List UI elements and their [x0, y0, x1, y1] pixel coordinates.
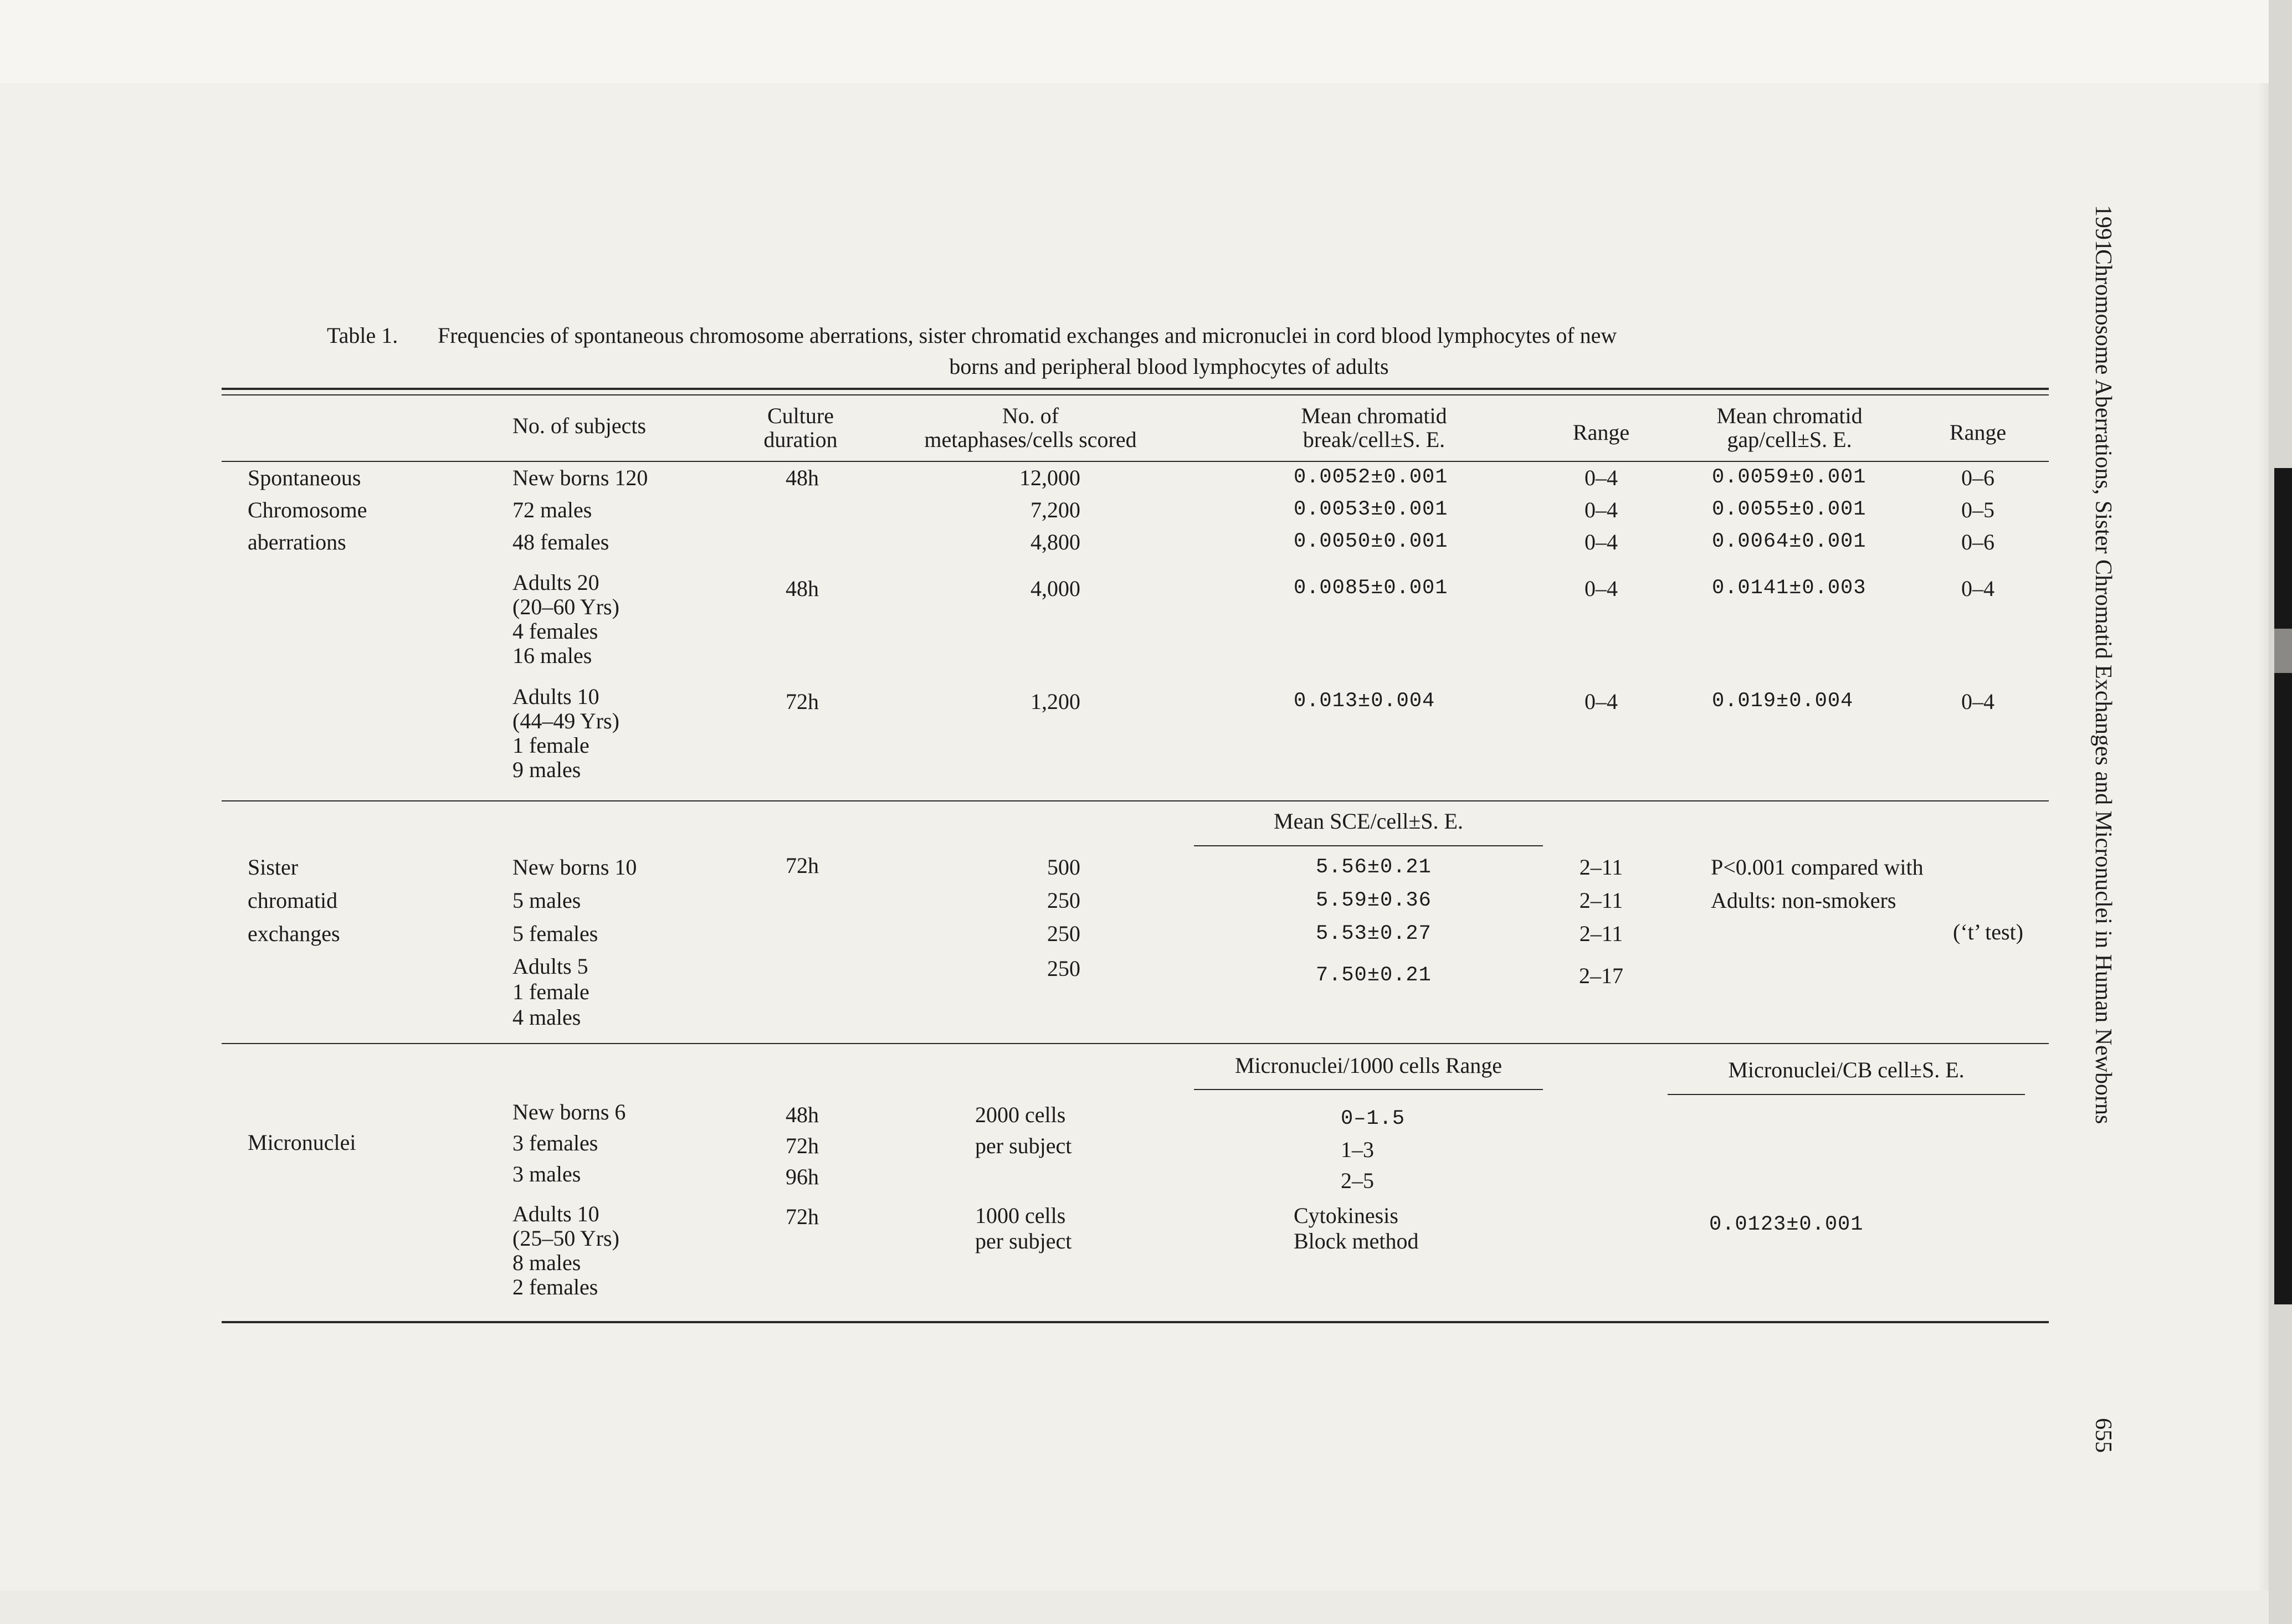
subject-line: 3 females [512, 1130, 598, 1155]
header-metaphases [886, 401, 1175, 454]
row-newborns-gap [1712, 463, 1866, 557]
subject-line: (44–49 Yrs) [512, 708, 619, 733]
break-value: 0.0050±0.001 [1294, 530, 1448, 553]
row-adults10-gap: 0.019±0.004 [1712, 690, 1854, 713]
gap-value: 0.0064±0.001 [1712, 530, 1867, 553]
row-adults10-culture: 72h [786, 689, 819, 714]
section-rule-2 [222, 1043, 2049, 1044]
gap-value: 0.0055±0.001 [1712, 498, 1867, 521]
range-value: 0–4 [1585, 465, 1618, 490]
culture-value: 72h [786, 1133, 819, 1158]
subject-line: 5 males [512, 888, 581, 913]
row-mn-cells [975, 1099, 1071, 1162]
subject-line: New borns 6 [512, 1099, 626, 1124]
running-head-title: Chromosome Aberrations, Sister Chromatid Exchanges and Micronuclei in Human Newborns [2090, 249, 2116, 1124]
range-value: 0–6 [1961, 530, 1994, 554]
sce-mean-value: 5.53±0.27 [1316, 922, 1432, 945]
row-adults10-metaphases: 1,200 [1030, 689, 1080, 714]
row-mn-adults-subjects [512, 1202, 619, 1299]
range-value: 2–11 [1579, 921, 1623, 946]
row-mn-ranges [1341, 1103, 1405, 1196]
sce-subheader-rule [1194, 845, 1543, 846]
running-head [2086, 205, 2120, 1534]
sce-mean-value: 5.56±0.21 [1316, 856, 1432, 879]
header-culture-l1: Culture [767, 403, 834, 428]
row-sce-newborns-subjects [512, 851, 637, 950]
subject-line: 2 females [512, 1274, 598, 1299]
row-newborns-subjects [512, 463, 648, 557]
section-rule-1 [222, 800, 2049, 801]
row-sce-adults-subjects [512, 954, 589, 1030]
header-gap [1668, 401, 1911, 454]
header-culture [734, 401, 867, 454]
subject-line: New borns 120 [512, 465, 648, 490]
range-value: 0–6 [1961, 465, 1994, 490]
caption-line-1: Frequencies of spontaneous chromosome aberrations, sister chromatid exchanges and micronuclei in cord blood lymphocytes of new [438, 323, 1617, 348]
range-value: 0–1.5 [1341, 1107, 1406, 1130]
row-adults10-break: 0.013±0.004 [1294, 690, 1435, 713]
cells-value: 250 [1047, 921, 1080, 946]
sce-mean-value: 5.59±0.36 [1316, 889, 1432, 912]
subject-line: 1 female [512, 733, 589, 758]
subject-line: 9 males [512, 757, 581, 782]
section-label-line: aberrations [248, 530, 346, 554]
row-adults10-range1: 0–4 [1585, 689, 1618, 714]
table-bottom-rule [222, 1321, 2049, 1323]
metaphases-value: 12,000 [1019, 465, 1080, 490]
subject-line: (25–50 Yrs) [512, 1226, 619, 1251]
scanner-edge-notch [2274, 629, 2292, 673]
range-value: 1–3 [1341, 1137, 1374, 1162]
row-mn-adults-cells [975, 1203, 1071, 1254]
subject-line: 16 males [512, 643, 592, 668]
cells-line: per subject [975, 1229, 1072, 1253]
page-number: 655 [2090, 1418, 2116, 1453]
cells-value: 250 [1047, 888, 1080, 913]
culture-value: 48h [786, 1102, 819, 1127]
row-newborns-range1 [1557, 463, 1645, 557]
table-top-rule-inner [222, 394, 2049, 395]
range-value: 0–4 [1585, 530, 1618, 554]
subject-line: (20–60 Yrs) [512, 594, 619, 619]
subject-line: 3 males [512, 1162, 581, 1186]
row-sce-culture: 72h [786, 853, 819, 878]
section-label-sce [248, 851, 340, 950]
row-newborns-range2 [1934, 463, 2022, 557]
range-value: 2–11 [1579, 888, 1623, 913]
range-value: 2–11 [1579, 855, 1623, 880]
subject-line: Adults 10 [512, 684, 599, 709]
subject-line: 4 females [512, 619, 598, 644]
header-metaphases-l1: No. of [1002, 403, 1059, 428]
row-sce-ranges [1557, 851, 1645, 950]
subject-line: 72 males [512, 497, 592, 522]
header-gap-l2: gap/cell±S. E. [1727, 427, 1852, 452]
mn-subheader-2: Micronuclei/CB cell±S. E. [1728, 1057, 1965, 1082]
header-break-l1: Mean chromatid [1301, 403, 1447, 428]
row-mn-method [1294, 1203, 1419, 1254]
sce-note [1711, 851, 1924, 917]
row-sce-adults-cells: 250 [1047, 956, 1080, 981]
row-adults20-metaphases: 4,000 [1030, 576, 1080, 601]
subject-line: Adults 10 [512, 1201, 599, 1226]
mn-subheader-rule-2 [1668, 1094, 2025, 1095]
sce-note-line: Adults: non-smokers [1711, 888, 1896, 913]
method-line: Cytokinesis [1294, 1203, 1398, 1228]
subject-line: Adults 20 [512, 570, 599, 595]
range-value: 0–4 [1585, 497, 1618, 522]
header-range-2: Range [1949, 420, 2007, 445]
row-newborns-break [1294, 463, 1448, 557]
subject-line: 8 males [512, 1250, 581, 1275]
sce-note-line: P<0.001 compared with [1711, 855, 1924, 880]
scanner-edge-block [2274, 468, 2292, 1304]
row-newborns-culture: 48h [786, 465, 819, 490]
row-mn-cultures [786, 1099, 819, 1193]
row-adults20-culture: 48h [786, 576, 819, 601]
header-range-1: Range [1572, 420, 1630, 445]
row-mn-cb-value: 0.0123±0.001 [1709, 1213, 1864, 1236]
subject-line: New borns 10 [512, 855, 637, 880]
subject-line: 4 males [512, 1005, 581, 1030]
row-mn-newborns-subjects [512, 1097, 625, 1190]
mn-subheader-1: Micronuclei/1000 cells Range [1234, 1053, 1503, 1078]
subject-line: Adults 5 [512, 954, 588, 979]
sce-note-test: (‘t’ test) [1953, 919, 2023, 944]
row-sce-adults-range: 2–17 [1579, 963, 1623, 988]
sce-subheader: Mean SCE/cell±S. E. [1274, 809, 1463, 834]
method-line: Block method [1294, 1229, 1419, 1253]
row-adults20-subjects [512, 571, 619, 668]
header-break [1247, 401, 1501, 454]
running-head-year: 1991 [2090, 205, 2116, 251]
mn-subheader-rule-1 [1194, 1089, 1543, 1090]
metaphases-value: 4,800 [1030, 530, 1080, 554]
caption-label: Table 1. [327, 323, 398, 348]
section-label-micronuclei: Micronuclei [248, 1130, 356, 1155]
row-adults20-range2: 0–4 [1961, 576, 1994, 601]
section-label-aberrations [248, 463, 367, 557]
row-sce-adults-mean: 7.50±0.21 [1316, 964, 1432, 987]
subject-line: 5 females [512, 921, 598, 946]
row-adults20-gap: 0.0141±0.003 [1712, 577, 1867, 600]
gap-value: 0.0059±0.001 [1712, 466, 1867, 489]
row-mn-adults-culture: 72h [786, 1204, 819, 1229]
cells-line: 2000 cells [975, 1102, 1066, 1127]
metaphases-value: 7,200 [1030, 497, 1080, 522]
header-gap-l1: Mean chromatid [1716, 403, 1863, 428]
row-newborns-metaphases [942, 463, 1080, 557]
row-adults20-range1: 0–4 [1585, 576, 1618, 601]
section-label-line: Sister [248, 855, 299, 880]
header-rule [222, 461, 2049, 462]
section-label-line: chromatid [248, 888, 338, 913]
row-sce-means [1316, 851, 1432, 950]
subject-line: 48 females [512, 530, 609, 554]
row-adults10-range2: 0–4 [1961, 689, 1994, 714]
row-sce-cells [942, 851, 1080, 950]
cells-line: per subject [975, 1133, 1072, 1158]
section-label-line: Spontaneous [248, 465, 361, 490]
break-value: 0.0053±0.001 [1294, 498, 1448, 521]
cells-value: 500 [1047, 855, 1080, 880]
row-adults10-subjects [512, 685, 619, 782]
break-value: 0.0052±0.001 [1294, 466, 1448, 489]
header-subjects: No. of subjects [512, 413, 647, 438]
culture-value: 96h [786, 1164, 819, 1189]
cells-line: 1000 cells [975, 1203, 1066, 1228]
caption-line-2: borns and peripheral blood lymphocytes of adults [949, 354, 1389, 379]
row-adults20-break: 0.0085±0.001 [1294, 577, 1448, 600]
section-label-line: Chromosome [248, 497, 367, 522]
subject-line: 1 female [512, 979, 589, 1004]
table-top-rule [222, 388, 2049, 390]
header-break-l2: break/cell±S. E. [1303, 427, 1445, 452]
range-value: 0–5 [1961, 497, 1994, 522]
range-value: 2–5 [1341, 1168, 1374, 1193]
header-metaphases-l2: metaphases/cells scored [924, 427, 1137, 452]
header-culture-l2: duration [763, 427, 838, 452]
section-label-line: exchanges [248, 921, 340, 946]
